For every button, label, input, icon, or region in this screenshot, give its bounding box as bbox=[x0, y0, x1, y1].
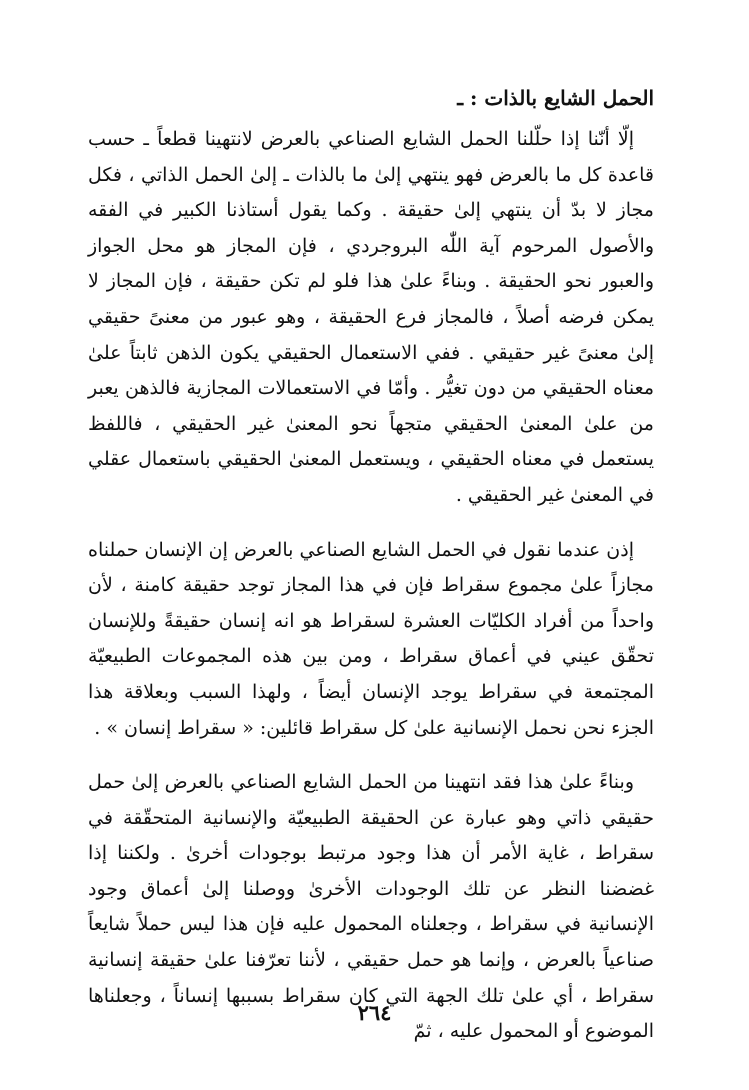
section-heading: الحمل الشايع بالذات : ـ bbox=[457, 86, 654, 110]
page-body bbox=[88, 78, 654, 1050]
page-number: ٢٦٤ bbox=[357, 1000, 392, 1025]
paragraph-1: إلّا أنّنا إذا حلّلنا الحمل الشايع الصناعي بالعرض لانتهينا قطعاً ـ حسب قاعدة كل ما بالعرض فهو ينتهي إلىٰ ما بالذات ـ إلىٰ الحمل الذاتي ، فكل مجاز لا بدّ أن ينتهي إلىٰ حقيقة . وكما يقول أستاذنا الكبير في الفقه والأصول المرحوم آية اللّٰه البروجردي ، فإن المجاز هو محل الجواز والعبور نحو الحقيقة . وبناءً علىٰ هذا فلو لم تكن حقيقة ، فإن المجاز لا يمكن فرضه أصلاً ، فالمجاز فرع الحقيقة ، وهو عبور من معنىً حقيقي إلىٰ معنىً غير حقيقي . ففي الاستعمال الحقيقي يكون الذهن ثابتاً علىٰ معناه الحقيقي من دون تغيُّر . وأمّا في الاستعمالات المجازية فالذهن يعبر من علىٰ المعنىٰ الحقيقي متجهاً نحو المعنىٰ غير الحقيقي ، فاللفظ يستعمل في معناه الحقيقي ، ويستعمل المعنىٰ الحقيقي باستعمال عقلي في المعنىٰ غير الحقيقي . bbox=[88, 128, 654, 506]
paragraph-3: وبناءً علىٰ هذا فقد انتهينا من الحمل الشايع الصناعي بالعرض إلىٰ حمل حقيقي ذاتي وهو عبارة عن الحقيقة الطبيعيّة والإنسانية المتحقّقة في سقراط ، غاية الأمر أن هذا وجود مرتبط بوجودات أخرىٰ . ولكننا إذا غضضنا النظر عن تلك الوجودات الأخرىٰ ووصلنا إلىٰ أعماق وجود الإنسانية في سقراط ، وجعلناه المحمول عليه فإن هذا ليس حملاً شايعاً صناعياً بالعرض ، وإنما هو حمل حقيقي ، لأننا تعرّفنا علىٰ حقيقة إنسانية سقراط ، أي علىٰ تلك الجهة التي كان سقراط بسببها إنساناً ، وجعلناها الموضوع أو المحمول عليه ، ثمّ bbox=[88, 771, 654, 1043]
paragraph-2: إذن عندما نقول في الحمل الشايع الصناعي بالعرض إن الإنسان حملناه مجازاً علىٰ مجموع سقراط فإن في هذا المجاز توجد حقيقة كامنة ، لأن واحداً من أفراد الكليّات العشرة لسقراط هو انه إنسان حقيقةً وللإنسان تحقّق عيني في أعماق سقراط ، ومن بين هذه المجموعات الطبيعيّة المجتمعة في سقراط يوجد الإنسان أيضاً ، ولهذا السبب وبعلاقة هذا الجزء نحن نحمل الإنسانية علىٰ كل سقراط قائلين: « سقراط إنسان » . bbox=[88, 538, 654, 739]
